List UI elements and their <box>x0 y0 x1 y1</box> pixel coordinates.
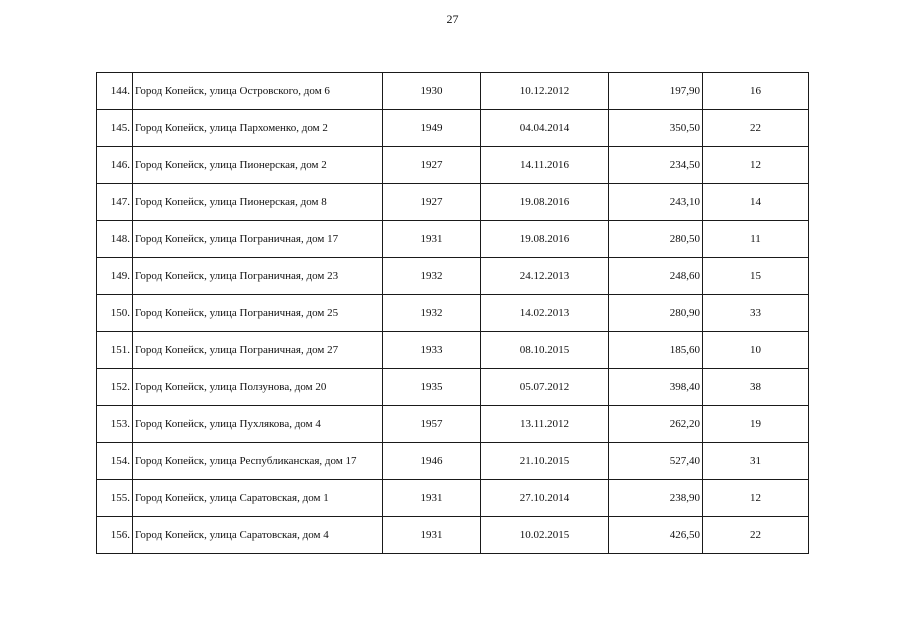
date-cell: 08.10.2015 <box>481 332 609 369</box>
construction-year-cell: 1932 <box>383 258 481 295</box>
row-number-cell: 144. <box>97 73 133 110</box>
address-cell: Город Копейск, улица Саратовская, дом 4 <box>133 517 383 554</box>
row-number-cell: 150. <box>97 295 133 332</box>
address-cell: Город Копейск, улица Пухлякова, дом 4 <box>133 406 383 443</box>
page-number: 27 <box>446 12 459 26</box>
construction-year-cell: 1946 <box>383 443 481 480</box>
construction-year-cell: 1927 <box>383 184 481 221</box>
housing-registry-table <box>96 72 809 554</box>
date-cell: 14.02.2013 <box>481 295 609 332</box>
address-cell: Город Копейск, улица Пионерская, дом 2 <box>133 147 383 184</box>
area-cell: 234,50 <box>609 147 703 184</box>
area-cell: 243,10 <box>609 184 703 221</box>
table-row <box>97 295 809 332</box>
date-cell: 13.11.2012 <box>481 406 609 443</box>
residents-count-cell: 19 <box>703 406 809 443</box>
residents-count-cell: 11 <box>703 221 809 258</box>
date-cell: 27.10.2014 <box>481 480 609 517</box>
area-cell: 527,40 <box>609 443 703 480</box>
row-number-cell: 148. <box>97 221 133 258</box>
area-cell: 280,90 <box>609 295 703 332</box>
row-number-cell: 147. <box>97 184 133 221</box>
table-row <box>97 332 809 369</box>
date-cell: 19.08.2016 <box>481 221 609 258</box>
table-row <box>97 443 809 480</box>
residents-count-cell: 12 <box>703 147 809 184</box>
construction-year-cell: 1931 <box>383 517 481 554</box>
row-number-cell: 146. <box>97 147 133 184</box>
table-row <box>97 480 809 517</box>
residents-count-cell: 22 <box>703 110 809 147</box>
table-row <box>97 517 809 554</box>
address-cell: Город Копейск, улица Саратовская, дом 1 <box>133 480 383 517</box>
area-cell: 238,90 <box>609 480 703 517</box>
date-cell: 10.12.2012 <box>481 73 609 110</box>
date-cell: 04.04.2014 <box>481 110 609 147</box>
area-cell: 280,50 <box>609 221 703 258</box>
table-row <box>97 73 809 110</box>
construction-year-cell: 1930 <box>383 73 481 110</box>
residents-count-cell: 15 <box>703 258 809 295</box>
area-cell: 248,60 <box>609 258 703 295</box>
date-cell: 21.10.2015 <box>481 443 609 480</box>
date-cell: 14.11.2016 <box>481 147 609 184</box>
address-cell: Город Копейск, улица Пограничная, дом 27 <box>133 332 383 369</box>
residents-count-cell: 31 <box>703 443 809 480</box>
construction-year-cell: 1932 <box>383 295 481 332</box>
area-cell: 262,20 <box>609 406 703 443</box>
table-body <box>97 73 809 554</box>
construction-year-cell: 1949 <box>383 110 481 147</box>
residents-count-cell: 14 <box>703 184 809 221</box>
area-cell: 398,40 <box>609 369 703 406</box>
construction-year-cell: 1933 <box>383 332 481 369</box>
row-number-cell: 153. <box>97 406 133 443</box>
construction-year-cell: 1957 <box>383 406 481 443</box>
table-row <box>97 110 809 147</box>
address-cell: Город Копейск, улица Пограничная, дом 25 <box>133 295 383 332</box>
date-cell: 19.08.2016 <box>481 184 609 221</box>
construction-year-cell: 1931 <box>383 480 481 517</box>
table-row <box>97 369 809 406</box>
residents-count-cell: 38 <box>703 369 809 406</box>
date-cell: 05.07.2012 <box>481 369 609 406</box>
construction-year-cell: 1935 <box>383 369 481 406</box>
address-cell: Город Копейск, улица Пархоменко, дом 2 <box>133 110 383 147</box>
table-row <box>97 406 809 443</box>
row-number-cell: 149. <box>97 258 133 295</box>
address-cell: Город Копейск, улица Ползунова, дом 20 <box>133 369 383 406</box>
address-cell: Город Копейск, улица Пограничная, дом 23 <box>133 258 383 295</box>
construction-year-cell: 1931 <box>383 221 481 258</box>
residents-count-cell: 10 <box>703 332 809 369</box>
residents-count-cell: 33 <box>703 295 809 332</box>
date-cell: 10.02.2015 <box>481 517 609 554</box>
row-number-cell: 156. <box>97 517 133 554</box>
address-cell: Город Копейск, улица Пограничная, дом 17 <box>133 221 383 258</box>
row-number-cell: 154. <box>97 443 133 480</box>
address-cell: Город Копейск, улица Республиканская, дом 17 <box>133 443 383 480</box>
residents-count-cell: 22 <box>703 517 809 554</box>
area-cell: 350,50 <box>609 110 703 147</box>
residents-count-cell: 16 <box>703 73 809 110</box>
construction-year-cell: 1927 <box>383 147 481 184</box>
row-number-cell: 155. <box>97 480 133 517</box>
area-cell: 426,50 <box>609 517 703 554</box>
table-row <box>97 258 809 295</box>
date-cell: 24.12.2013 <box>481 258 609 295</box>
area-cell: 185,60 <box>609 332 703 369</box>
residents-count-cell: 12 <box>703 480 809 517</box>
address-cell: Город Копейск, улица Пионерская, дом 8 <box>133 184 383 221</box>
row-number-cell: 152. <box>97 369 133 406</box>
table-row <box>97 147 809 184</box>
row-number-cell: 145. <box>97 110 133 147</box>
area-cell: 197,90 <box>609 73 703 110</box>
table-row <box>97 221 809 258</box>
row-number-cell: 151. <box>97 332 133 369</box>
table-row <box>97 184 809 221</box>
address-cell: Город Копейск, улица Островского, дом 6 <box>133 73 383 110</box>
